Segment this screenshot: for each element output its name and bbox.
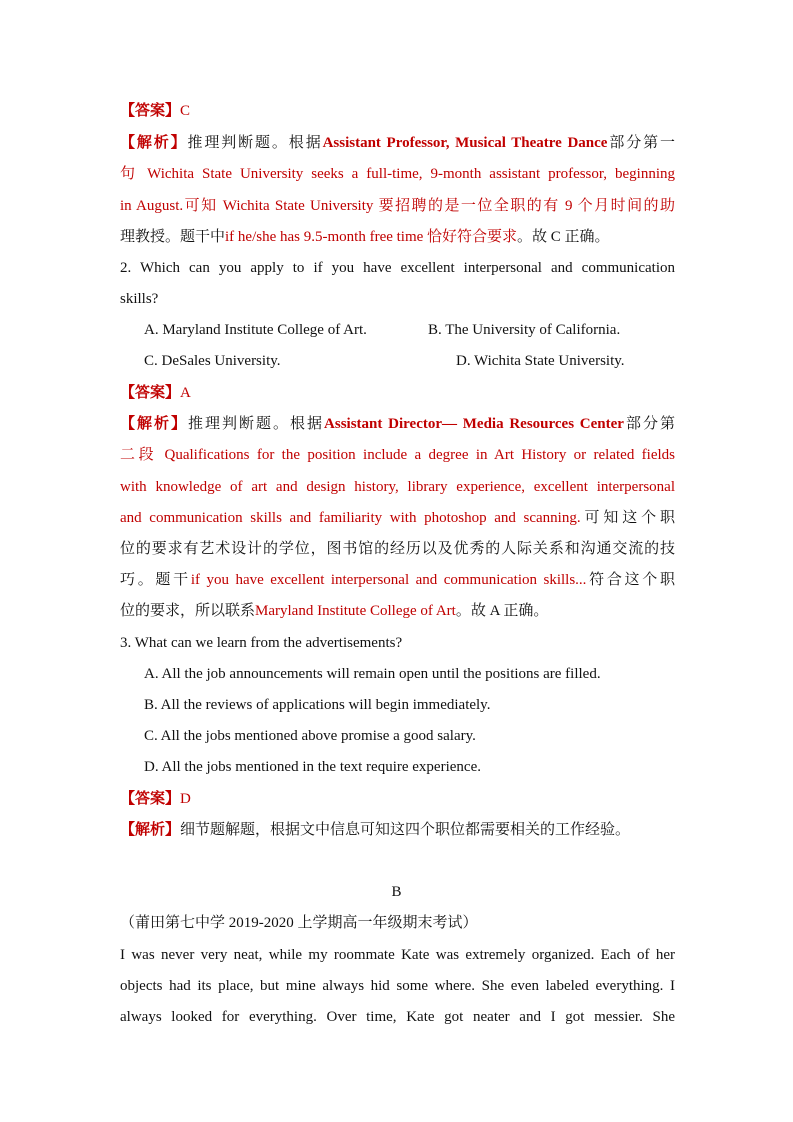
q2-analysis-line-5: 位的要求有艺术设计的学位，图书馆的经历以及优秀的人际关系和沟通交流的技 <box>120 541 675 557</box>
analysis-tag: 【解析】 <box>120 135 188 151</box>
analysis-text: 巧。题干 <box>120 572 191 588</box>
q2-option-c: C. DeSales University. <box>144 353 281 369</box>
q1-analysis-line-2: 句 Wichita State University seeks a full-time, 9-month assistant professor, beginning <box>120 166 675 182</box>
analysis-tag: 【解析】 <box>120 822 181 838</box>
answer-value: C <box>180 103 191 119</box>
passage-line-1: I was never very neat, while my roommate Kate was extremely organized. Each of her <box>120 947 675 963</box>
answer-value: A <box>180 385 191 401</box>
q3-option-d: D. All the jobs mentioned in the text require experience. <box>144 759 481 775</box>
analysis-quote: Maryland Institute College of Art <box>255 603 456 619</box>
analysis-text: 部分第一 <box>607 135 675 151</box>
q2-analysis-line-2: 二段 Qualifications for the position include a degree in Art History or related fields <box>120 447 675 463</box>
q3-stem: 3. What can we learn from the advertisements? <box>120 635 403 651</box>
analysis-text: 部分第 <box>623 416 675 432</box>
answer-tag: 【答案】 <box>120 791 181 807</box>
analysis-quote: if you have excellent interpersonal and communication skills... <box>190 572 587 588</box>
passage-source: （莆田第七中学 2019-2020 上学期高一年级期末考试） <box>120 915 478 931</box>
analysis-tag: 【解析】 <box>120 416 189 432</box>
q2-stem-line-1: 2. Which can you apply to if you have excellent interpersonal and communication <box>120 260 675 276</box>
analysis-quote: and communication skills and familiarity with photoshop and scanning. <box>120 510 581 526</box>
analysis-text: 可知这个职 <box>580 510 675 526</box>
q1-analysis-line-1 <box>120 133 675 153</box>
q2-analysis-line-4 <box>120 508 675 528</box>
q3-option-a: A. All the job announcements will remain open until the positions are filled. <box>144 666 601 682</box>
answer-value: D <box>180 791 191 807</box>
analysis-quote: if he/she has 9.5-month free time 恰好符合要求 <box>225 229 518 245</box>
passage-line-2: objects had its place, but mine always hid some where. She even labeled everything. I <box>120 978 675 994</box>
q2-analysis-line-1 <box>120 414 675 434</box>
analysis-text: 推理判断题。根据 <box>187 135 323 151</box>
q3-option-b: B. All the reviews of applications will begin immediately. <box>144 697 491 713</box>
q2-option-b: B. The University of California. <box>428 322 621 338</box>
section-heading: B <box>391 884 402 900</box>
q3-option-c: C. All the jobs mentioned above promise a good salary. <box>144 728 476 744</box>
section-reference: Assistant Professor, Musical Theatre Dance <box>322 135 608 151</box>
q2-analysis-line-3: with knowledge of art and design history, library experience, excellent interpersonal <box>120 479 675 495</box>
q2-analysis-line-6 <box>120 570 675 590</box>
analysis-text: 。故 A 正确。 <box>455 603 549 619</box>
q2-option-a: A. Maryland Institute College of Art. <box>144 322 367 338</box>
section-reference: Assistant Director— Media Resources Center <box>324 416 624 432</box>
analysis-text: 。故 C 正确。 <box>517 229 610 245</box>
q2-answer-line <box>120 383 675 403</box>
analysis-text: 理教授。题干中 <box>120 229 226 245</box>
analysis-text: 符合这个职 <box>586 572 675 588</box>
analysis-text: 细节题解题，根据文中信息可知这四个职位都需要相关的工作经验。 <box>180 822 631 838</box>
q1-analysis-line-4 <box>120 227 675 247</box>
q2-analysis-line-7 <box>120 601 675 621</box>
q1-answer-line <box>120 101 675 121</box>
answer-tag: 【答案】 <box>120 103 181 119</box>
passage-line-3: always looked for everything. Over time, Kate got neater and I got messier. She <box>120 1009 675 1025</box>
q2-option-d: D. Wichita State University. <box>456 353 625 369</box>
answer-tag: 【答案】 <box>120 385 181 401</box>
q3-analysis-line <box>120 820 675 840</box>
analysis-text: 推理判断题。根据 <box>188 416 325 432</box>
q2-stem-line-2: skills? <box>120 291 159 307</box>
q3-answer-line <box>120 789 675 809</box>
analysis-text: 位的要求，所以联系 <box>120 603 256 619</box>
q1-analysis-line-3: in August.可知 Wichita State University 要招聘的是一位全职的有 9 个月时间的助 <box>120 198 675 214</box>
